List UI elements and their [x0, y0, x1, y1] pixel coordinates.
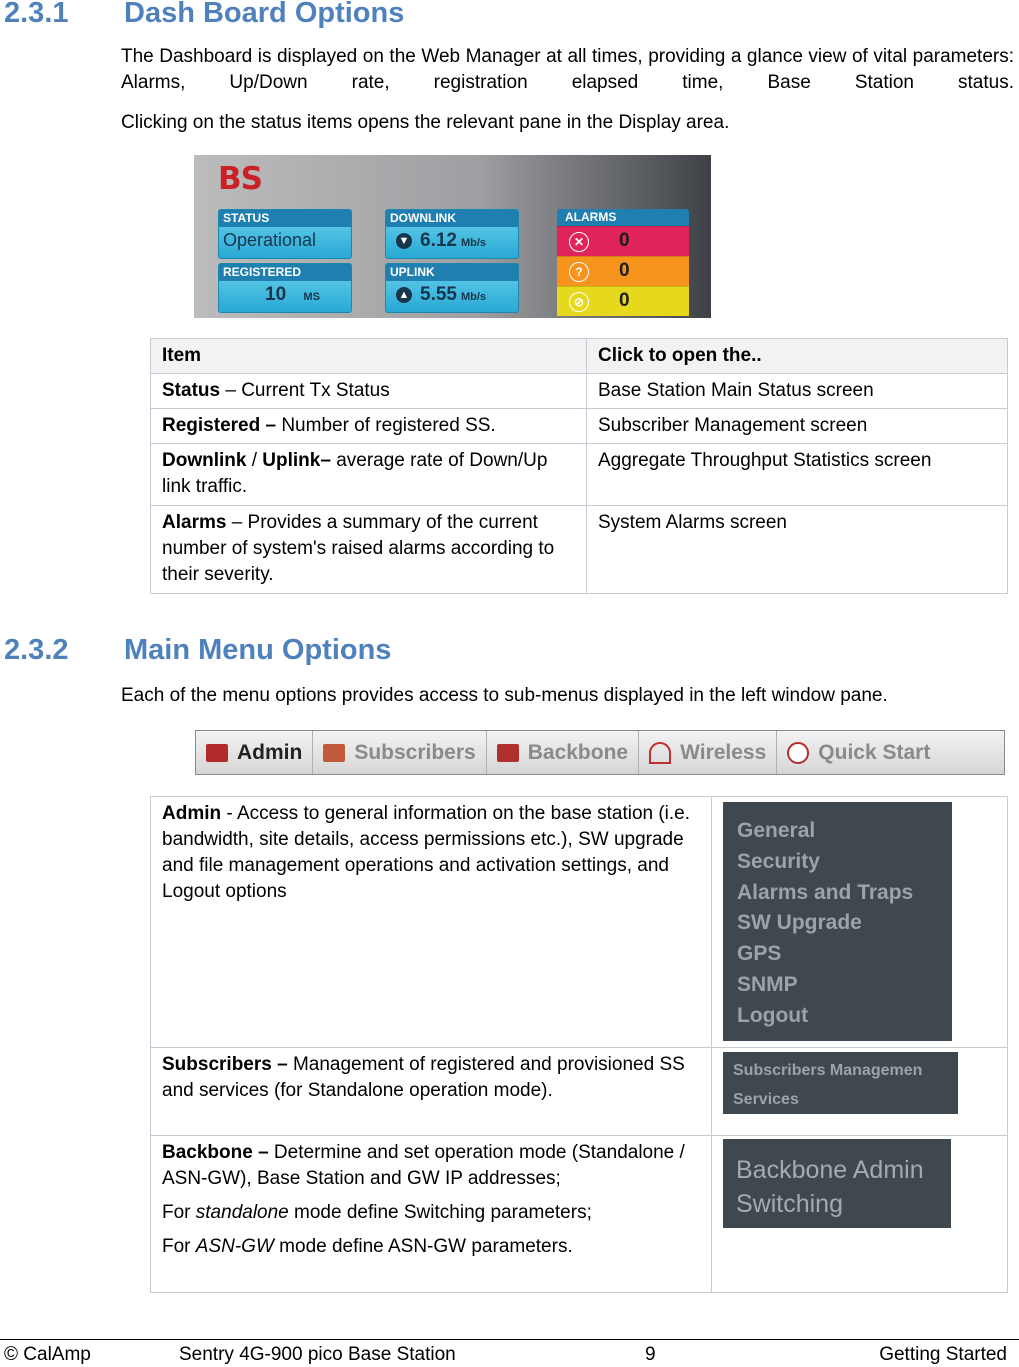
- table-cell-submenu: [712, 1136, 1008, 1293]
- menu-intro-paragraph: Each of the menu options provides access to sub-menus displayed in the left window pane.: [121, 685, 888, 706]
- submenu-item[interactable]: Services: [733, 1091, 799, 1108]
- item-bold: Uplink–: [262, 450, 331, 471]
- subscribers-submenu: [723, 1052, 958, 1114]
- submenu-item[interactable]: Switching: [736, 1190, 843, 1218]
- main-menu-bar: [195, 730, 1005, 775]
- arrow-up-icon: ▲: [396, 287, 412, 303]
- menu-label: Quick Start: [818, 740, 931, 764]
- dashboard-widget: [194, 155, 711, 318]
- section-heading: [4, 0, 604, 31]
- table-cell-item: [151, 444, 587, 506]
- footer-page-number: 9: [645, 1344, 656, 1365]
- submenu-item[interactable]: Logout: [737, 1003, 809, 1027]
- network-icon: [497, 744, 519, 762]
- menu-admin[interactable]: [196, 731, 313, 774]
- table-cell-target: Subscriber Management screen: [587, 409, 1008, 444]
- footer-chapter: Getting Started: [879, 1344, 1007, 1365]
- table-row: [151, 797, 1008, 1048]
- table-header-row: [151, 339, 1008, 374]
- table-cell-target: System Alarms screen: [587, 506, 1008, 594]
- footer-copyright: © CalAmp: [4, 1344, 91, 1365]
- item-bold: Downlink: [162, 450, 247, 471]
- submenu-item[interactable]: GPS: [737, 942, 782, 966]
- alarm-row-critical[interactable]: [557, 226, 689, 256]
- downlink-value: 6.12: [420, 230, 457, 251]
- item-desc: - Access to general information on the base station (i.e. bandwidth, site details, access permissions etc.), SW upgrade and file management operations and activation settings, and Logout options: [162, 803, 691, 902]
- submenu-item[interactable]: SW Upgrade: [737, 911, 862, 935]
- critical-alarm-icon: ✕: [569, 232, 589, 252]
- section-title: Dash Board Options: [124, 0, 405, 29]
- table-row: [151, 506, 1008, 594]
- section-number: 2.3.1: [4, 0, 69, 29]
- submenu-item[interactable]: SNMP: [737, 972, 798, 996]
- table-row: [151, 444, 1008, 506]
- downlink-tile[interactable]: [385, 209, 519, 259]
- table-row: [151, 409, 1008, 444]
- table-row: [151, 1048, 1008, 1136]
- table-cell-desc: [151, 797, 712, 1048]
- item-desc: – Provides a summary of the current number of system's raised alarms according to their severity.: [162, 512, 555, 585]
- downlink-caption: DOWNLINK: [386, 210, 518, 227]
- section-number: 2.3.2: [4, 634, 69, 666]
- submenu-item[interactable]: Alarms and Traps: [737, 880, 914, 904]
- item-separator: /: [246, 450, 263, 471]
- section-title: Main Menu Options: [124, 634, 392, 666]
- alarm-row-minor[interactable]: [557, 286, 689, 316]
- submenu-item[interactable]: Subscribers Managemen: [733, 1062, 923, 1079]
- item-desc: Management of registered and provisioned SS and services (for Standalone operation mode).: [162, 1054, 685, 1101]
- item-desc: mode define Switching parameters;: [288, 1202, 592, 1223]
- item-bold: Backbone –: [162, 1142, 269, 1163]
- downlink-unit: Mb/s: [460, 237, 487, 249]
- alarm-row-major[interactable]: [557, 256, 689, 286]
- table-cell-submenu: [712, 797, 1008, 1048]
- table-header-target: Click to open the..: [587, 339, 1008, 374]
- alarm-count-minor: 0: [619, 290, 630, 311]
- alarms-caption: ALARMS: [557, 209, 689, 226]
- status-caption: STATUS: [219, 210, 351, 227]
- alarms-tile[interactable]: [557, 209, 689, 313]
- submenu-item[interactable]: Backbone Admin: [736, 1156, 924, 1184]
- item-desc: For: [162, 1202, 196, 1223]
- status-value: Operational: [223, 230, 317, 250]
- dashboard-items-table: [150, 338, 1008, 594]
- menu-wireless[interactable]: [639, 731, 777, 774]
- uplink-unit: Mb/s: [460, 291, 487, 303]
- menu-label: Backbone: [527, 740, 629, 764]
- backbone-submenu: [723, 1139, 951, 1228]
- minor-alarm-icon: ⊘: [569, 292, 589, 312]
- item-bold: Alarms: [162, 512, 227, 533]
- menu-quick-start[interactable]: [777, 731, 940, 774]
- submenu-item[interactable]: General: [737, 819, 816, 842]
- menu-label: Subscribers: [354, 740, 476, 764]
- registered-tile[interactable]: [218, 263, 352, 313]
- antenna-icon: [649, 742, 671, 764]
- item-desc: mode define ASN-GW parameters.: [273, 1236, 573, 1257]
- play-icon: [787, 742, 809, 764]
- arrow-down-icon: ▼: [396, 233, 412, 249]
- item-desc: average rate of Down/Up link traffic.: [162, 450, 548, 497]
- item-bold: Subscribers –: [162, 1054, 288, 1075]
- page-footer: [0, 1339, 1019, 1367]
- table-cell-submenu: [712, 1048, 1008, 1136]
- dashboard-bs-title: BS: [218, 161, 262, 197]
- table-row: [151, 374, 1008, 409]
- table-cell-target: Base Station Main Status screen: [587, 374, 1008, 409]
- uplink-caption: UPLINK: [386, 264, 518, 281]
- menu-label: Admin: [237, 740, 303, 764]
- footer-product: Sentry 4G-900 pico Base Station: [179, 1344, 456, 1365]
- table-cell-desc: [151, 1136, 712, 1293]
- item-emphasis: ASN-GW: [195, 1236, 274, 1257]
- question-alarm-icon: ?: [569, 262, 589, 282]
- item-emphasis: standalone: [195, 1202, 289, 1223]
- item-desc: Number of registered SS.: [276, 415, 496, 436]
- alarm-count-major: 0: [619, 260, 630, 281]
- menu-label: Wireless: [680, 740, 767, 764]
- monitor-icon: [206, 744, 228, 762]
- table-header-item: Item: [151, 339, 587, 374]
- menu-backbone[interactable]: [487, 731, 639, 774]
- uplink-value: 5.55: [420, 284, 457, 305]
- menu-subscribers[interactable]: [313, 731, 486, 774]
- alarm-count-critical: 0: [619, 230, 630, 251]
- table-cell-item: [151, 409, 587, 444]
- registered-caption: REGISTERED: [219, 264, 351, 281]
- item-desc: – Current Tx Status: [220, 380, 390, 401]
- table-cell-target: Aggregate Throughput Statistics screen: [587, 444, 1008, 506]
- table-cell-item: [151, 374, 587, 409]
- admin-submenu: [723, 802, 952, 1041]
- registered-unit: MS: [303, 291, 320, 303]
- item-desc: For: [162, 1236, 196, 1257]
- intro-paragraph: The Dashboard is displayed on the Web Manager at all times, providing a glance view of vital parameters: Alarms, Up/Down rate, registration elapsed time, Base Station status.: [121, 46, 1014, 93]
- menu-options-table: [150, 796, 1008, 1293]
- click-hint-paragraph: Clicking on the status items opens the relevant pane in the Display area.: [121, 112, 730, 133]
- item-bold: Admin: [162, 803, 222, 824]
- submenu-item[interactable]: Security: [737, 849, 820, 873]
- item-bold: Registered –: [162, 415, 277, 436]
- table-row: [151, 1136, 1008, 1293]
- address-book-icon: [323, 744, 345, 762]
- table-cell-desc: [151, 1048, 712, 1136]
- item-desc: Determine and set operation mode (Standalone / ASN-GW), Base Station and GW IP addresses;: [162, 1142, 685, 1189]
- table-cell-item: [151, 506, 587, 594]
- registered-value: 10: [265, 284, 287, 305]
- item-bold: Status: [162, 380, 221, 401]
- section-heading: [4, 634, 604, 668]
- status-tile[interactable]: [218, 209, 352, 259]
- uplink-tile[interactable]: [385, 263, 519, 313]
